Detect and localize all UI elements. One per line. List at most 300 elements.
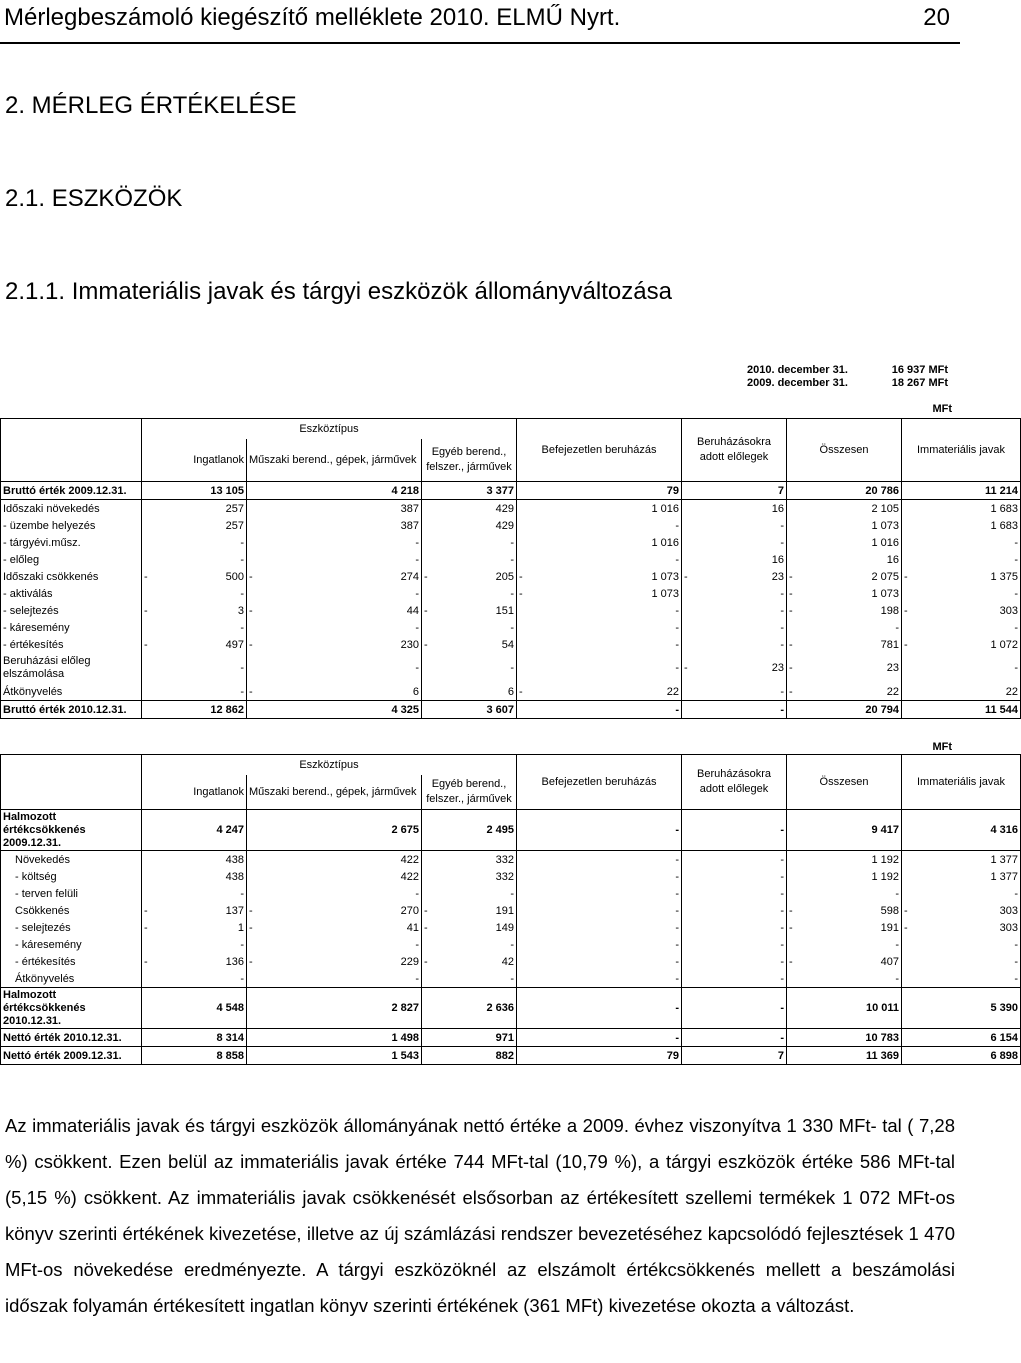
sign-cell <box>247 885 257 902</box>
value-cell: 4 316 <box>912 810 1021 851</box>
value-cell: - <box>510 553 514 566</box>
value-cell: 11 369 <box>797 1047 902 1065</box>
page-number: 20 <box>923 4 950 31</box>
row-label: Beruházási előleg elszámolása <box>1 653 142 683</box>
document-title: Mérlegbeszámoló kiegészítő melléklete 2010. ELMŰ Nyrt. <box>4 4 621 31</box>
table-row <box>1 919 1021 936</box>
sign-cell: - <box>902 636 912 653</box>
value-cell: 137 <box>225 904 244 917</box>
sign-cell <box>142 500 152 518</box>
sign-cell <box>902 970 912 988</box>
value-cell: - <box>675 972 679 985</box>
table-row <box>1 500 1021 518</box>
value-cell: - <box>780 536 784 549</box>
sign-cell <box>902 953 912 970</box>
sign-cell <box>682 936 692 953</box>
sign-cell <box>142 970 152 988</box>
row-label: - terven felüli <box>1 885 142 902</box>
sign-cell <box>142 1029 152 1047</box>
value-cell: 54 <box>501 638 514 651</box>
value-cell: 16 <box>771 553 784 566</box>
sign-cell <box>422 551 432 568</box>
value-cell: - <box>240 972 244 985</box>
value-cell: 79 <box>527 1047 682 1065</box>
table-row <box>1 619 1021 636</box>
sign-cell <box>142 585 152 602</box>
value-cell: 20 794 <box>797 701 902 719</box>
sign-cell <box>902 810 912 851</box>
sign-cell: - <box>247 919 257 936</box>
value-cell: - <box>240 621 244 634</box>
sign-cell <box>247 500 257 518</box>
sign-cell <box>422 1029 432 1047</box>
sign-cell <box>787 851 797 869</box>
sign-cell <box>142 517 152 534</box>
table-row <box>1 653 1021 683</box>
value-cell: 1 073 <box>651 587 679 600</box>
sign-cell <box>682 585 692 602</box>
value-cell: 2 827 <box>257 988 422 1029</box>
sign-cell <box>682 970 692 988</box>
value-cell: 6 <box>412 685 419 698</box>
sign-cell <box>517 970 527 988</box>
col-header-machinery: Műszaki berend., gépek, járművek <box>247 439 422 482</box>
value-cell: 500 <box>225 570 244 583</box>
sign-cell <box>142 534 152 551</box>
value-cell: 2 675 <box>257 810 422 851</box>
sign-cell <box>517 534 527 551</box>
value-cell: - <box>527 701 682 719</box>
row-label: Átkönyvelés <box>1 683 142 701</box>
value-cell: 22 <box>886 685 900 698</box>
sign-cell <box>787 500 797 518</box>
value-cell: - <box>675 604 679 617</box>
value-cell: 11 214 <box>912 482 1021 500</box>
sign-cell <box>682 701 692 719</box>
sign-cell <box>682 919 692 936</box>
col-header-advances-2: Beruházásokra adott előlegek <box>682 755 787 810</box>
sign-cell: - <box>787 568 797 585</box>
value-cell: - <box>780 685 784 698</box>
sign-cell <box>247 1029 257 1047</box>
col-header-construction-2: Befejezetlen beruházás <box>517 755 682 810</box>
value-cell: 3 <box>237 604 244 617</box>
value-cell: 4 247 <box>152 810 247 851</box>
value-cell: - <box>780 638 784 651</box>
value-cell: - <box>675 870 679 883</box>
value-cell: 8 314 <box>152 1029 247 1047</box>
sign-cell <box>422 885 432 902</box>
value-cell: - <box>780 587 784 600</box>
row-label: - előleg <box>1 551 142 568</box>
value-cell: - <box>780 972 784 985</box>
row-label: Csökkenés <box>1 902 142 919</box>
value-cell: 4 218 <box>257 482 422 500</box>
sign-cell <box>902 1047 912 1065</box>
col-header-real-estate-2: Ingatlanok <box>142 775 247 810</box>
value-cell: 270 <box>400 904 419 917</box>
sign-cell <box>517 953 527 970</box>
sign-cell <box>682 1047 692 1065</box>
col-header-real-estate: Ingatlanok <box>142 439 247 482</box>
value-cell: 191 <box>495 904 514 917</box>
value-cell: 230 <box>400 638 419 651</box>
row-label: - értékesítés <box>1 953 142 970</box>
row-label: Időszaki csökkenés <box>1 568 142 585</box>
value-cell: - <box>675 853 679 866</box>
row-label: Halmozott értékcsökkenés 2010.12.31. <box>1 988 142 1029</box>
value-cell: 1 377 <box>912 868 1021 885</box>
sign-cell <box>682 851 692 869</box>
sign-cell <box>682 517 692 534</box>
sign-cell <box>787 868 797 885</box>
sign-cell <box>247 534 257 551</box>
table-row <box>1 885 1021 902</box>
value-cell: - <box>415 887 419 900</box>
sign-cell: - <box>517 568 527 585</box>
value-cell: - <box>912 970 1021 988</box>
sign-cell <box>682 953 692 970</box>
table-row <box>1 701 1021 719</box>
col-header-machinery-2: Műszaki berend., gépek, járművek <box>247 775 422 810</box>
value-cell: - <box>780 921 784 934</box>
value-cell: 387 <box>400 502 419 515</box>
sign-cell: - <box>517 585 527 602</box>
sign-cell <box>787 1047 797 1065</box>
value-cell: - <box>895 887 900 900</box>
sign-cell <box>422 988 432 1029</box>
row-label: Halmozott értékcsökkenés 2009.12.31. <box>1 810 142 851</box>
sign-cell <box>787 970 797 988</box>
value-cell: 198 <box>880 604 900 617</box>
row-label: - tárgyévi.műsz. <box>1 534 142 551</box>
row-label: - költség <box>1 868 142 885</box>
row-label: Nettó érték 2009.12.31. <box>1 1047 142 1065</box>
sign-cell <box>422 653 432 683</box>
value-cell: 2 495 <box>432 810 517 851</box>
value-cell: - <box>895 621 900 634</box>
sign-cell <box>517 1047 527 1065</box>
unit-label-1: MFt <box>932 403 952 415</box>
value-cell: 438 <box>225 853 244 866</box>
value-cell: - <box>675 519 679 532</box>
sign-cell <box>247 551 257 568</box>
table-row <box>1 551 1021 568</box>
sign-cell: - <box>902 568 912 585</box>
value-cell: 79 <box>527 482 682 500</box>
value-cell: 7 <box>692 1047 787 1065</box>
value-cell: - <box>912 534 1021 551</box>
table-row <box>1 810 1021 851</box>
sign-cell: - <box>422 568 432 585</box>
sign-cell <box>517 551 527 568</box>
sign-cell <box>142 683 152 701</box>
sign-cell <box>517 602 527 619</box>
sign-cell <box>902 701 912 719</box>
sign-cell: - <box>787 653 797 683</box>
value-cell: - <box>415 587 419 600</box>
value-cell: 22 <box>666 685 679 698</box>
value-cell: - <box>780 519 784 532</box>
value-cell: 23 <box>771 662 784 674</box>
sign-cell: - <box>142 953 152 970</box>
value-cell: - <box>527 1029 682 1047</box>
sign-cell <box>247 585 257 602</box>
sign-cell: - <box>247 902 257 919</box>
sign-cell <box>142 936 152 953</box>
value-cell: 497 <box>225 638 244 651</box>
value-cell: 1 073 <box>871 587 900 600</box>
sign-cell <box>682 636 692 653</box>
value-cell: - <box>510 887 514 900</box>
sign-cell <box>517 902 527 919</box>
sign-cell <box>517 851 527 869</box>
value-cell: - <box>510 972 514 985</box>
value-cell: - <box>240 553 244 566</box>
sign-cell <box>517 988 527 1029</box>
value-cell: - <box>415 972 419 985</box>
value-cell: - <box>675 955 679 968</box>
sign-cell: - <box>142 568 152 585</box>
page-header <box>0 0 960 44</box>
value-cell: 11 544 <box>912 701 1021 719</box>
sign-cell <box>787 534 797 551</box>
table-row <box>1 936 1021 953</box>
col-header-total-2: Összesen <box>787 755 902 810</box>
sign-cell: - <box>787 953 797 970</box>
value-cell: 387 <box>400 519 419 532</box>
value-cell: - <box>675 662 679 674</box>
depreciation-table <box>0 754 1021 1065</box>
sign-cell <box>682 500 692 518</box>
value-cell: 2 075 <box>871 570 900 583</box>
value-cell: 136 <box>225 955 244 968</box>
value-cell: 9 417 <box>797 810 902 851</box>
value-cell: 41 <box>406 921 419 934</box>
value-cell: - <box>510 621 514 634</box>
value-cell: - <box>675 904 679 917</box>
heading-3: 2.1.1. Immateriális javak és tárgyi eszközök állományváltozása <box>5 278 672 305</box>
value-cell: - <box>240 685 244 698</box>
sign-cell: - <box>787 683 797 701</box>
table-row <box>1 534 1021 551</box>
value-cell: - <box>240 587 244 600</box>
table-row <box>1 1047 1021 1065</box>
sign-cell: - <box>142 636 152 653</box>
sign-cell <box>247 851 257 869</box>
value-cell: 429 <box>495 502 514 515</box>
sign-cell <box>517 868 527 885</box>
sign-cell <box>682 482 692 500</box>
sign-cell <box>517 810 527 851</box>
value-cell: 16 <box>886 553 900 566</box>
value-cell: 3 377 <box>432 482 517 500</box>
sign-cell <box>422 970 432 988</box>
sign-cell <box>902 517 912 534</box>
sign-cell: - <box>422 602 432 619</box>
sign-cell <box>247 619 257 636</box>
sign-cell <box>902 534 912 551</box>
value-cell: - <box>912 619 1021 636</box>
row-label: Időszaki növekedés <box>1 500 142 518</box>
explanatory-paragraph: Az immateriális javak és tárgyi eszközök állományának nettó értéke a 2009. évhez viszonyítva 1 330 MFt- tal ( 7,28 %) csökkent. Ezen belül az immateriális javak értéke 744 MFt-tal (10,79 %), a tárgyi eszközök értéke 586 MFt-tal (5,15 %) csökkent. Az immateriális javak csökkenését elsősorban az értékesített szellemi termékek 1 072 MFt-os könyv szerinti értékének kivezetése, illetve az új számlázási rendszer bevezetéséhez kapcsolódó fejlesztések 1 470 MFt-os növekedése eredményezte. A tárgyi eszközöknél az elszámolt értékcsökkenés mellett a beszámolási időszak folyamán értékesített ingatlan könyv szerinti értékének (361 MFt) kivezetése okozta a változást. <box>5 1115 955 1316</box>
sign-cell <box>422 585 432 602</box>
value-cell: 1 016 <box>871 536 900 549</box>
value-cell: 4 548 <box>152 988 247 1029</box>
heading-2: 2.1. ESZKÖZÖK <box>5 185 183 212</box>
table-row <box>1 568 1021 585</box>
sign-cell <box>902 619 912 636</box>
sign-cell: - <box>142 919 152 936</box>
sign-cell: - <box>247 602 257 619</box>
sign-cell: - <box>247 953 257 970</box>
sign-cell: - <box>142 902 152 919</box>
value-cell: 149 <box>495 921 514 934</box>
sign-cell <box>902 885 912 902</box>
value-cell: 1 073 <box>651 570 679 583</box>
sign-cell <box>422 701 432 719</box>
row-label: - értékesítés <box>1 636 142 653</box>
value-cell: 407 <box>880 955 900 968</box>
value-cell: - <box>780 853 784 866</box>
value-cell: 3 607 <box>432 701 517 719</box>
sign-cell: - <box>902 902 912 919</box>
value-cell: - <box>675 638 679 651</box>
column-group-header-2: Eszköztípus <box>142 755 517 776</box>
value-cell: - <box>780 870 784 883</box>
value-cell: 303 <box>912 919 1021 936</box>
sign-cell <box>142 851 152 869</box>
value-cell: 422 <box>400 870 419 883</box>
sign-cell: - <box>247 683 257 701</box>
row-label: - káresemény <box>1 936 142 953</box>
sign-cell <box>682 885 692 902</box>
value-cell: 1 192 <box>871 870 900 883</box>
sign-cell <box>682 810 692 851</box>
row-label: - üzembe helyezés <box>1 517 142 534</box>
sign-cell <box>142 701 152 719</box>
sign-cell <box>902 683 912 701</box>
gross-value-table <box>0 418 1021 719</box>
sign-cell <box>682 602 692 619</box>
value-cell: 2 105 <box>871 502 900 515</box>
sign-cell <box>422 810 432 851</box>
value-cell: - <box>912 585 1021 602</box>
sign-cell: - <box>517 683 527 701</box>
sign-cell <box>682 902 692 919</box>
col-header-intangible-2: Immateriális javak <box>902 755 1021 810</box>
sign-cell: - <box>787 602 797 619</box>
value-cell: 13 105 <box>152 482 247 500</box>
sign-cell <box>247 517 257 534</box>
sign-cell <box>787 988 797 1029</box>
sign-cell <box>902 482 912 500</box>
value-cell: 12 862 <box>152 701 247 719</box>
sign-cell <box>247 701 257 719</box>
value-cell: - <box>895 938 900 951</box>
value-cell: - <box>240 938 244 951</box>
sign-cell: - <box>682 653 692 683</box>
value-cell: 5 390 <box>912 988 1021 1029</box>
sign-cell <box>517 653 527 683</box>
table-row <box>1 868 1021 885</box>
value-cell: 971 <box>432 1029 517 1047</box>
sign-cell <box>787 701 797 719</box>
value-cell: - <box>415 536 419 549</box>
sign-cell <box>517 936 527 953</box>
value-cell: 6 <box>507 685 514 698</box>
value-cell: - <box>780 887 784 900</box>
sign-cell <box>422 936 432 953</box>
row-label: - káresemény <box>1 619 142 636</box>
sign-cell <box>517 636 527 653</box>
sign-cell <box>142 988 152 1029</box>
value-cell: 44 <box>406 604 419 617</box>
sign-cell: - <box>787 902 797 919</box>
value-cell: - <box>780 604 784 617</box>
value-cell: 1 375 <box>912 568 1021 585</box>
value-cell: 10 011 <box>797 988 902 1029</box>
sign-cell <box>902 653 912 683</box>
sign-cell <box>422 868 432 885</box>
value-cell: 205 <box>495 570 514 583</box>
value-cell: - <box>780 621 784 634</box>
sign-cell <box>902 1029 912 1047</box>
value-cell: 303 <box>912 902 1021 919</box>
value-cell: 1 016 <box>651 536 679 549</box>
value-cell: - <box>780 955 784 968</box>
sign-cell: - <box>142 602 152 619</box>
value-cell: - <box>415 553 419 566</box>
value-cell: 422 <box>400 853 419 866</box>
sign-cell: - <box>902 602 912 619</box>
table-row <box>1 1029 1021 1047</box>
value-cell: - <box>240 887 244 900</box>
row-label: Átkönyvelés <box>1 970 142 988</box>
sign-cell: - <box>682 568 692 585</box>
value-cell: 332 <box>495 870 514 883</box>
value-cell: 1 192 <box>871 853 900 866</box>
heading-1: 2. MÉRLEG ÉRTÉKELÉSE <box>5 92 297 119</box>
value-cell: - <box>895 972 900 985</box>
sign-cell <box>247 1047 257 1065</box>
sign-cell <box>517 701 527 719</box>
sign-cell <box>517 885 527 902</box>
sign-cell <box>422 517 432 534</box>
table-row <box>1 585 1021 602</box>
sign-cell <box>247 868 257 885</box>
value-cell: - <box>675 887 679 900</box>
value-cell: - <box>912 953 1021 970</box>
value-cell: - <box>415 621 419 634</box>
sign-cell <box>682 551 692 568</box>
sign-cell <box>682 619 692 636</box>
sign-cell <box>902 868 912 885</box>
sign-cell <box>142 653 152 683</box>
sign-cell <box>787 936 797 953</box>
sign-cell <box>517 919 527 936</box>
sign-cell <box>422 683 432 701</box>
row-label: - aktiválás <box>1 585 142 602</box>
value-cell: - <box>510 536 514 549</box>
sign-cell <box>902 551 912 568</box>
value-cell: - <box>912 653 1021 683</box>
col-header-total: Összesen <box>787 419 902 482</box>
value-cell: 882 <box>432 1047 517 1065</box>
table-row <box>1 683 1021 701</box>
value-cell: - <box>510 938 514 951</box>
value-cell: 23 <box>886 662 900 674</box>
